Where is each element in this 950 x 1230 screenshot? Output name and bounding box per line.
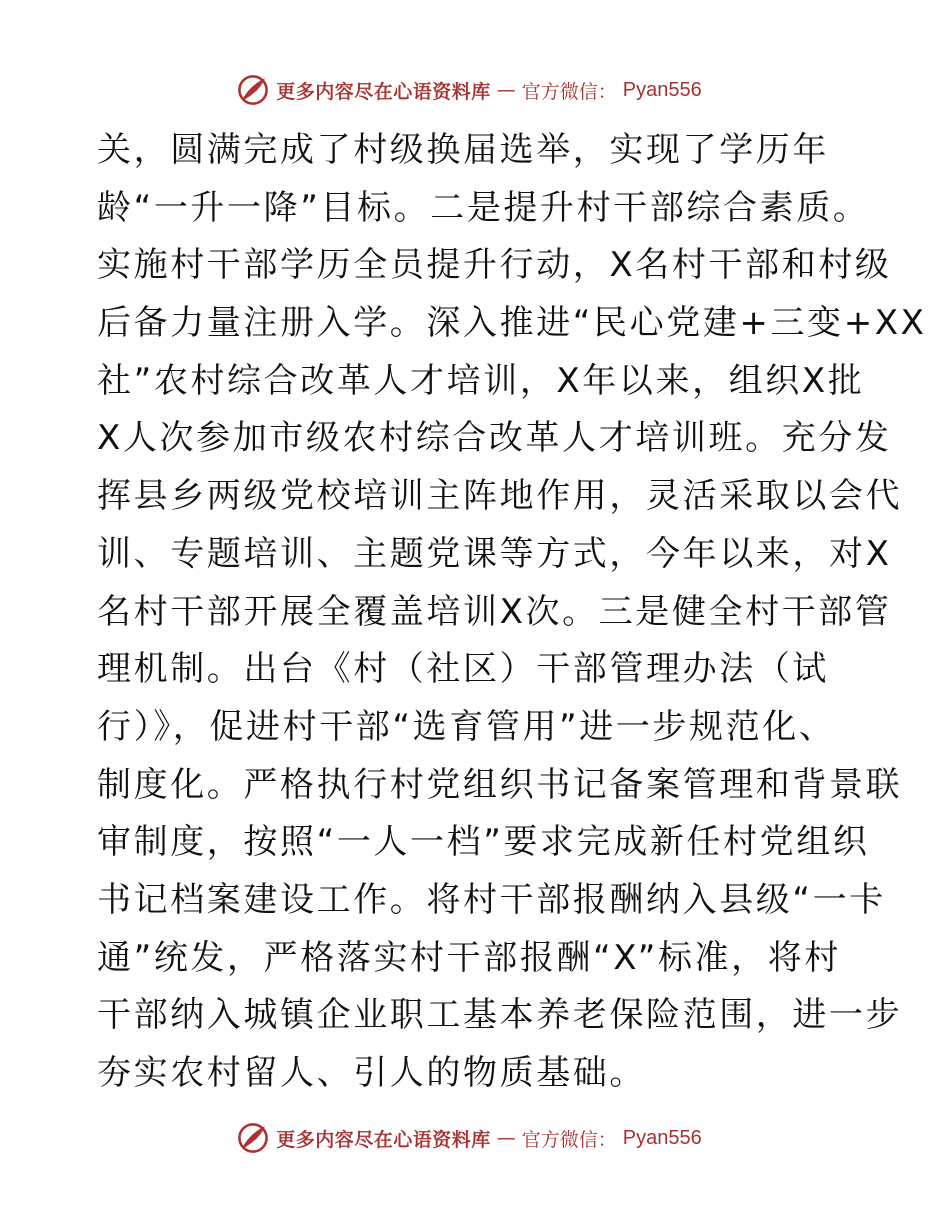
footer-banner bbox=[0, 1118, 950, 1158]
banner-wechat-label: 官方微信： bbox=[521, 80, 617, 103]
text-line: 制度化。严格执行村党组织书记备案管理和背景联 bbox=[97, 764, 903, 805]
text-line: 社”农村综合改革人才培训，X年以来，组织X批 bbox=[97, 360, 865, 401]
text-line: X人次参加市级农村综合改革人才培训班。充分发 bbox=[97, 418, 892, 459]
footer-banner-inner bbox=[236, 1121, 702, 1155]
banner-separator: — bbox=[496, 79, 516, 101]
text-line: 审制度，按照“一人一档”要求完成新任村党组织 bbox=[97, 822, 870, 863]
text-line: 理机制。出台《村（社区）干部管理办法（试 bbox=[97, 649, 829, 690]
text-line: 名村干部开展全覆盖培训X次。三是健全村干部管 bbox=[97, 591, 892, 632]
header-banner-inner bbox=[236, 73, 702, 107]
body-text bbox=[97, 122, 927, 1103]
banner-slogan: 更多内容尽在心语资料库 bbox=[276, 1128, 491, 1151]
banner-slogan: 更多内容尽在心语资料库 bbox=[276, 80, 491, 103]
text-line: 干部纳入城镇企业职工基本养老保险范围，进一步 bbox=[97, 995, 903, 1036]
text-line: 训、专题培训、主题党课等方式，今年以来，对X bbox=[97, 533, 892, 574]
text-line: 通”统发，严格落实村干部报酬“X”标准，将村 bbox=[97, 937, 841, 978]
banner-wechat-id: Pyan556 bbox=[622, 78, 702, 101]
text-line: 挥县乡两级党校培训主阵地作用，灵活采取以会代 bbox=[97, 476, 903, 517]
text-line: 实施村干部学历全员提升行动，X名村干部和村级 bbox=[97, 245, 892, 286]
text-line: 夯实农村留人、引人的物质基础。 bbox=[97, 1053, 646, 1093]
text-line: 龄“一升一降”目标。二是提升村干部综合素质。 bbox=[97, 187, 870, 228]
text-line: 书记档案建设工作。将村干部报酬纳入县级“一卡 bbox=[97, 879, 886, 920]
text-line: 后备力量注册入学。深入推进“民心党建+三变+XX bbox=[97, 303, 927, 344]
banner-wechat-label: 官方微信： bbox=[521, 1128, 617, 1151]
quill-logo-icon bbox=[236, 73, 270, 107]
text-line: 关，圆满完成了村级换届选举，实现了学历年 bbox=[97, 130, 829, 170]
quill-logo-icon bbox=[236, 1121, 270, 1155]
banner-separator: — bbox=[496, 1127, 516, 1149]
banner-wechat-id: Pyan556 bbox=[622, 1126, 702, 1149]
header-banner bbox=[0, 70, 950, 110]
text-line: 行）》，促进村干部“选育管用”进一步规范化、 bbox=[97, 706, 836, 747]
